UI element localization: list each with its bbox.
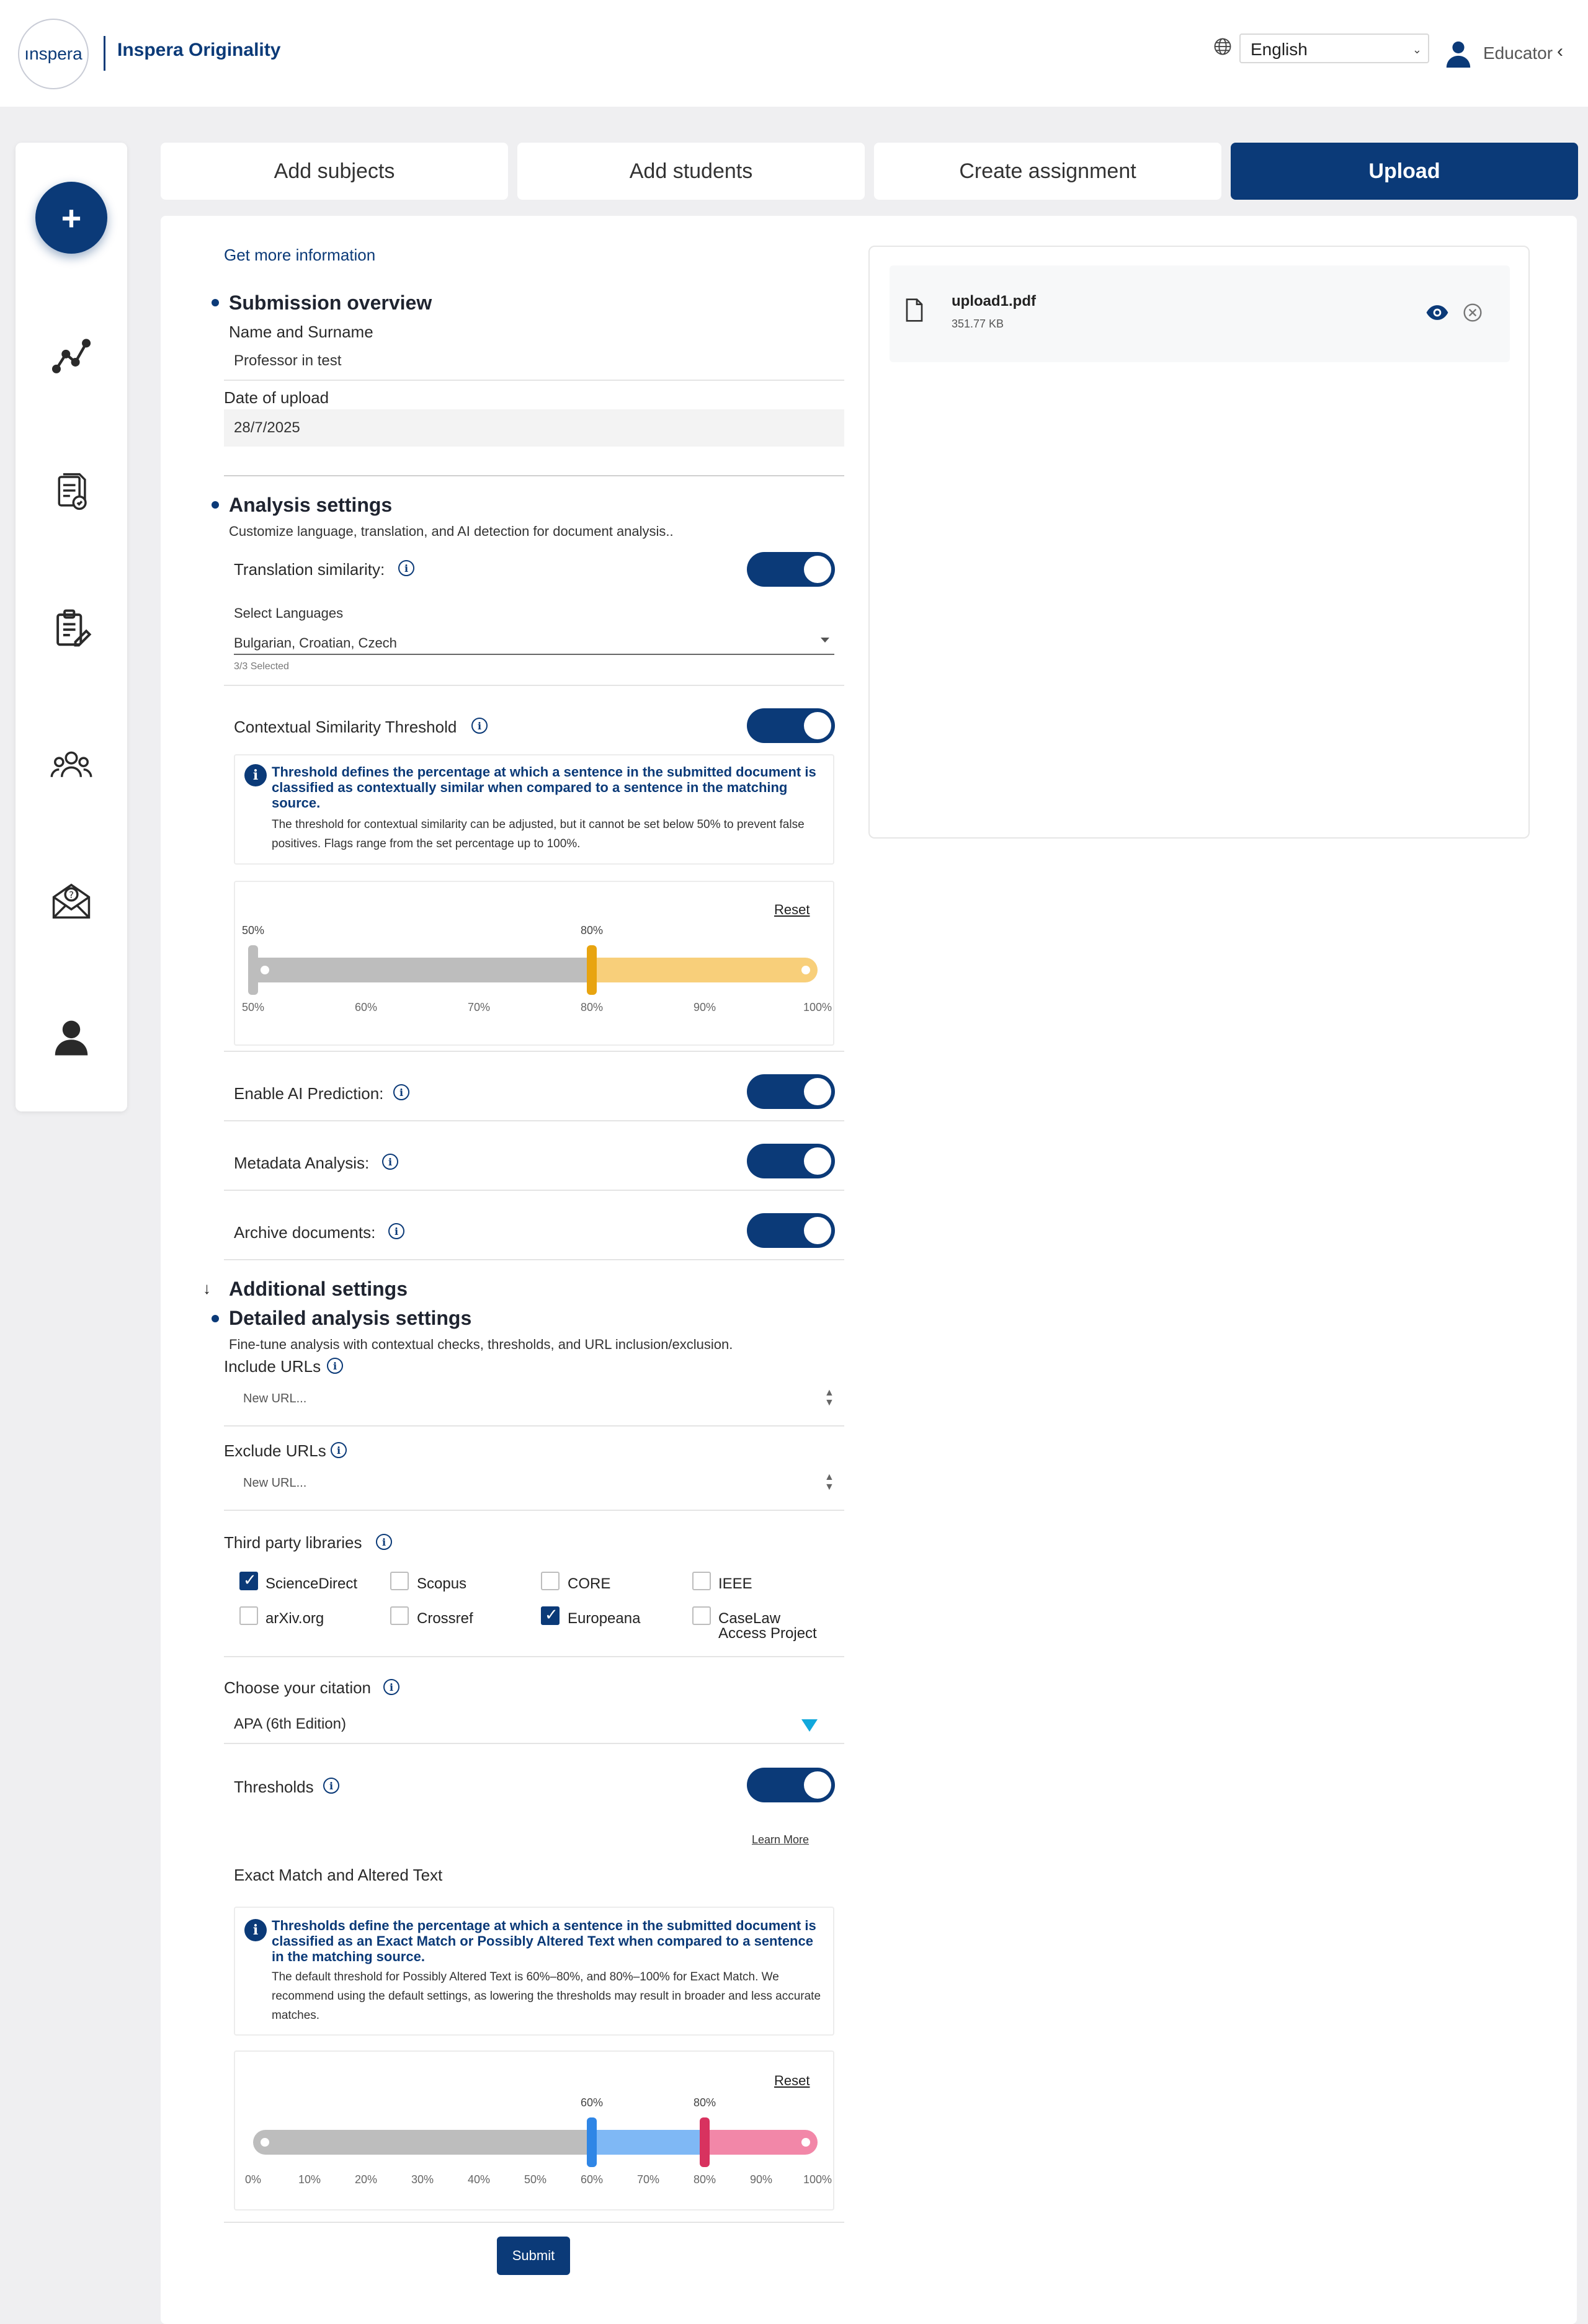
step-add-students[interactable]: Add students [517, 143, 865, 200]
document-report-icon[interactable] [50, 470, 93, 514]
slider-high-thumb[interactable] [700, 2117, 710, 2167]
date-label: Date of upload [224, 388, 329, 407]
citation-select-value[interactable]: APA (6th Edition) [234, 1716, 346, 1732]
ai-prediction-label: Enable AI Prediction: [234, 1084, 384, 1103]
checkbox-crossref[interactable] [390, 1606, 409, 1625]
ai-prediction-toggle[interactable] [747, 1074, 835, 1109]
submit-button[interactable]: Submit [497, 2237, 570, 2275]
divider [224, 1743, 844, 1744]
metadata-analysis-toggle[interactable] [747, 1144, 835, 1178]
sidebar [16, 143, 127, 1111]
step-create-assignment[interactable]: Create assignment [874, 143, 1221, 200]
contextual-threshold-label: Contextual Similarity Threshold [234, 718, 457, 736]
inspera-logo[interactable] [18, 19, 89, 89]
divider [224, 1190, 844, 1191]
include-url-input[interactable]: New URL... [243, 1392, 307, 1405]
third-party-libraries-label: Third party libraries [224, 1533, 362, 1552]
exclude-urls-label: Exclude URLs [224, 1441, 326, 1460]
tick-label: 90% [693, 1001, 716, 1013]
slider-high-thumb[interactable] [587, 945, 597, 995]
translation-similarity-label: Translation similarity: [234, 560, 385, 579]
checkbox-label: Scopus [417, 1575, 467, 1592]
uploaded-files-panel [868, 246, 1530, 839]
checkbox-sciencedirect[interactable] [239, 1572, 258, 1590]
spinner-icon[interactable]: ▲ ▼ [824, 1387, 834, 1408]
languages-select-value[interactable]: Bulgarian, Croatian, Czech [234, 635, 397, 651]
slider-high-value: 80% [580, 924, 604, 937]
section-bullet [212, 299, 219, 306]
tick-label: 100% [803, 2173, 832, 2186]
section-bullet [212, 501, 219, 509]
tick-label: 60% [354, 1001, 378, 1013]
select-languages-label: Select Languages [234, 605, 344, 621]
divider [224, 1259, 844, 1260]
language-select[interactable] [1239, 33, 1429, 63]
tick-label: 40% [467, 2173, 491, 2186]
track-mid-segment [253, 958, 592, 982]
name-label: Name and Surname [229, 323, 373, 341]
caselaw-label-text: CaseLaw Access Project [718, 1610, 817, 1642]
tick-label: 70% [467, 1001, 491, 1013]
checkbox-label [692, 1611, 829, 1641]
tick-label: 50% [524, 2173, 547, 2186]
track-mid-segment [592, 2130, 705, 2155]
divider [224, 1656, 844, 1657]
file-size: 351.77 KB [952, 318, 1004, 330]
track-high-segment [592, 958, 818, 982]
divider [224, 475, 844, 476]
checkbox-core[interactable] [541, 1572, 560, 1590]
divider [224, 685, 844, 686]
checkbox-label: IEEE [718, 1575, 752, 1592]
analytics-chart-icon[interactable] [50, 334, 93, 377]
exact-match-info-body: The default threshold for Possibly Altered Text is 60%–80%, and 80%–100% for Exact Match. We recommend using the default settings, as lowering the thresholds may result in broader and less accurate matches. [272, 1970, 821, 2022]
slider-low-value: 60% [580, 2096, 604, 2109]
slider-high-value: 80% [693, 2096, 716, 2109]
svg-text:?: ? [68, 889, 74, 901]
step-add-subjects[interactable]: Add subjects [161, 143, 508, 200]
track-start-dot [261, 966, 269, 974]
checkbox-scopus[interactable] [390, 1572, 409, 1590]
translation-similarity-toggle[interactable] [747, 552, 835, 587]
name-value: Professor in test [234, 352, 342, 369]
logo-text: ınspera [24, 44, 83, 63]
tick-label: 50% [241, 1001, 265, 1013]
section-bullet [212, 1315, 219, 1322]
divider [224, 2222, 844, 2223]
brand-title: Inspera Originality [117, 40, 281, 60]
tick-label: 70% [636, 2173, 660, 2186]
create-plus-button[interactable]: + [35, 182, 107, 254]
close-icon[interactable] [1463, 303, 1483, 323]
exact-match-info-heading: Thresholds define the percentage at which a sentence in the submitted document is classified as an Exact Match or Possibly Altered Text when compared to a sentence in the matching source. [272, 1918, 816, 1964]
contextual-info-body: The threshold for contextual similarity can be adjusted, but it cannot be set below 50% to prevent false positives. Flags range from the set percentage up to 100%. [272, 818, 805, 850]
include-urls-label: Include URLs [224, 1357, 321, 1376]
contextual-threshold-slider[interactable] [241, 924, 832, 1030]
tick-label: 20% [354, 2173, 378, 2186]
step-upload[interactable]: Upload [1231, 143, 1578, 200]
language-value: English [1251, 40, 1308, 59]
tick-label: 30% [411, 2173, 434, 2186]
tick-label: 60% [580, 2173, 604, 2186]
logo-divider [104, 36, 105, 71]
arrow-down-icon[interactable]: ↓ [203, 1279, 211, 1298]
file-name: upload1.pdf [952, 293, 1036, 309]
date-field [224, 409, 844, 447]
info-icon[interactable]: i [398, 560, 414, 576]
app-header [0, 0, 1588, 107]
checkbox-label: arXiv.org [265, 1610, 324, 1627]
eye-icon[interactable] [1425, 304, 1449, 321]
archive-documents-toggle[interactable] [747, 1213, 835, 1248]
tick-label: 80% [580, 1001, 604, 1013]
clipboard-edit-icon[interactable] [50, 607, 93, 650]
track-high-segment [705, 2130, 818, 2155]
info-icon[interactable]: i [383, 1679, 399, 1695]
submission-overview-title: Submission overview [229, 292, 432, 314]
track-end-dot [801, 2138, 810, 2147]
checkbox-label: ScienceDirect [265, 1575, 358, 1592]
info-icon[interactable]: i [331, 1442, 347, 1458]
slider-low-thumb[interactable] [587, 2117, 597, 2167]
info-icon[interactable]: i [327, 1358, 343, 1374]
globe-icon [1213, 37, 1232, 56]
detailed-analysis-subtitle: Fine-tune analysis with contextual checks, thresholds, and URL inclusion/exclusion. [229, 1337, 733, 1352]
exclude-url-input[interactable]: New URL... [243, 1476, 307, 1490]
citation-dropdown-icon[interactable] [801, 1719, 818, 1732]
tick-label: 80% [693, 2173, 716, 2186]
spinner-icon[interactable]: ▲ ▼ [824, 1472, 834, 1492]
dropdown-arrow-icon[interactable] [821, 638, 829, 643]
detailed-analysis-title: Detailed analysis settings [229, 1307, 472, 1329]
tick-label: 100% [803, 1001, 832, 1013]
divider [224, 380, 844, 381]
checkbox-label: CORE [568, 1575, 611, 1592]
track-end-dot [801, 966, 810, 974]
date-value: 28/7/2025 [234, 419, 300, 436]
info-icon[interactable]: i [376, 1534, 392, 1550]
info-icon[interactable]: i [382, 1154, 398, 1170]
info-icon[interactable]: i [393, 1084, 409, 1100]
users-group-icon[interactable] [50, 743, 93, 786]
learn-more-link[interactable]: Learn More [752, 1833, 810, 1846]
info-filled-icon: i [244, 764, 267, 786]
languages-underline [234, 654, 834, 655]
checkbox-ieee[interactable] [692, 1572, 711, 1590]
track-low-segment [253, 2130, 592, 2155]
info-filled-icon: i [244, 1919, 267, 1941]
archive-documents-label: Archive documents: [234, 1223, 376, 1242]
divider [224, 1120, 844, 1121]
chevron-down-icon: ⌄ [1412, 43, 1422, 56]
thresholds-label: Thresholds [234, 1778, 314, 1796]
divider [224, 1510, 844, 1511]
thresholds-toggle[interactable] [747, 1768, 835, 1802]
chevron-left-icon[interactable]: ‹ [1557, 41, 1563, 61]
contextual-reset-link[interactable]: Reset [774, 902, 810, 917]
mail-help-icon[interactable] [50, 879, 93, 923]
user-role[interactable]: Educator [1483, 43, 1553, 63]
info-icon[interactable]: i [323, 1778, 339, 1794]
metadata-analysis-label: Metadata Analysis: [234, 1154, 370, 1172]
tick-label: 90% [749, 2173, 773, 2186]
additional-settings-title[interactable]: Additional settings [229, 1278, 408, 1300]
contextual-info-heading: Threshold defines the percentage at which a sentence in the submitted document is classified as contextually similar when compared to a sentence in the matching source. [272, 764, 816, 811]
info-icon[interactable]: i [388, 1223, 404, 1239]
exact-match-label: Exact Match and Altered Text [234, 1866, 443, 1884]
analysis-settings-subtitle: Customize language, translation, and AI detection for document analysis.. [229, 523, 674, 539]
divider [224, 1425, 844, 1427]
file-icon [904, 298, 924, 323]
tick-label: 10% [298, 2173, 321, 2186]
get-more-information-link[interactable]: Get more information [224, 246, 376, 264]
citation-label: Choose your citation [224, 1678, 372, 1697]
languages-count: 3/3 Selected [234, 661, 289, 672]
slider-low-value: 50% [241, 924, 265, 937]
checkbox-label: Europeana [568, 1610, 641, 1627]
contextual-threshold-toggle[interactable] [747, 708, 835, 743]
slider-low-thumb[interactable] [248, 945, 258, 995]
checkbox-label: Crossref [417, 1610, 473, 1627]
tick-label: 0% [244, 2173, 262, 2186]
divider [224, 1051, 844, 1052]
exact-match-reset-link[interactable]: Reset [774, 2073, 810, 2088]
user-icon[interactable] [1444, 38, 1473, 68]
info-icon[interactable]: i [471, 718, 488, 734]
profile-icon[interactable] [50, 1016, 93, 1059]
checkbox-arxiv[interactable] [239, 1606, 258, 1625]
track-start-dot [261, 2138, 269, 2147]
analysis-settings-title: Analysis settings [229, 494, 393, 516]
file-card [890, 265, 1510, 362]
exact-match-slider[interactable] [244, 2096, 832, 2196]
checkbox-europeana[interactable] [541, 1606, 560, 1625]
